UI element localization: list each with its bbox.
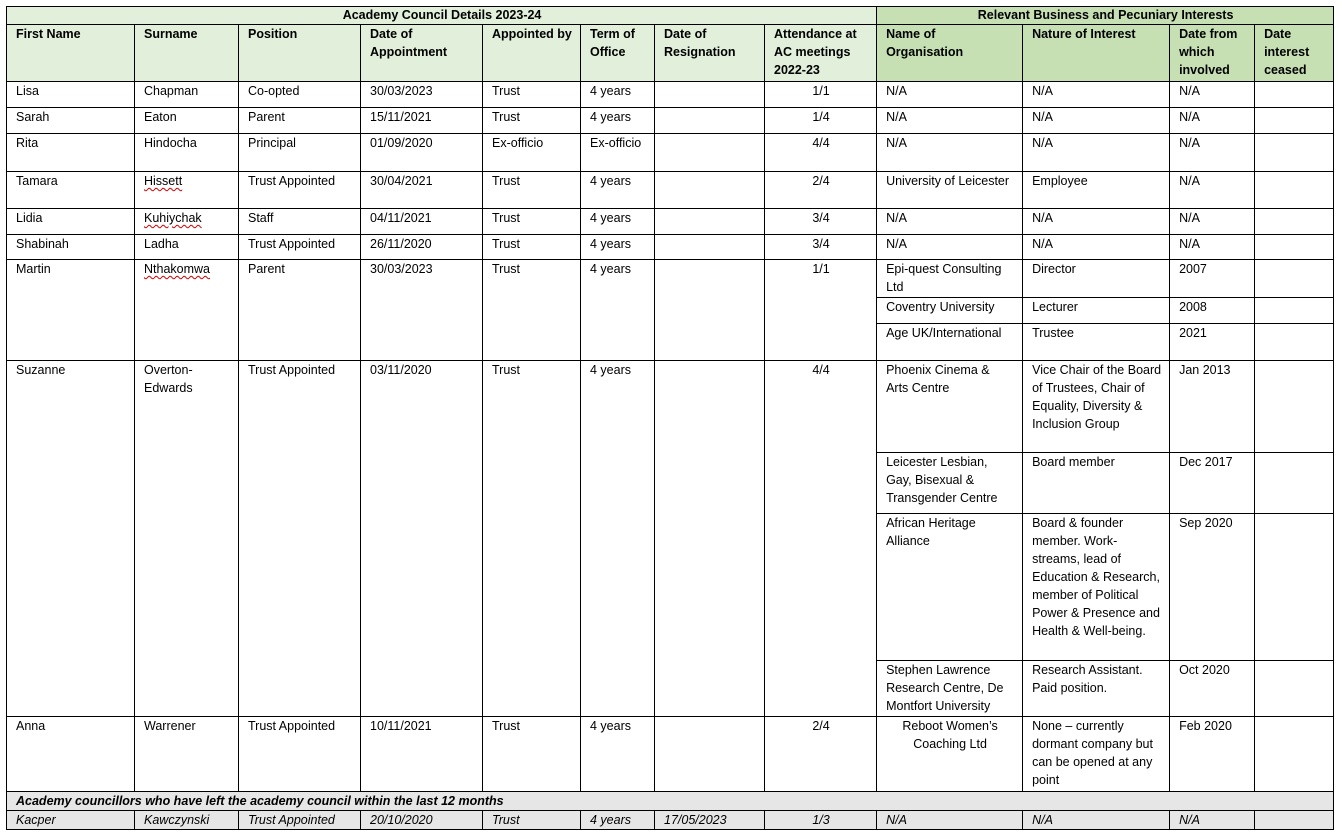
- interest-nature-cell: N/A: [1023, 209, 1170, 235]
- table-row: [7, 717, 1334, 792]
- table-row: [7, 811, 1334, 830]
- col-surname: Surname: [135, 25, 239, 82]
- surname-cell: Kawczynski: [135, 811, 239, 830]
- interest-from-cell: 2007: [1170, 260, 1255, 298]
- first-name-cell: Lisa: [7, 82, 135, 108]
- first-name-cell: Martin: [7, 260, 135, 361]
- position-cell: Trust Appointed: [239, 361, 361, 717]
- interest-ceased-cell: [1255, 235, 1334, 260]
- interest-ceased-cell: [1255, 298, 1334, 324]
- appointment-date-cell: 04/11/2021: [361, 209, 483, 235]
- interest-from-cell: 2021: [1170, 324, 1255, 361]
- organisation-cell: Stephen Lawrence Research Centre, De Montfort University: [877, 661, 1023, 717]
- first-name-cell: Suzanne: [7, 361, 135, 717]
- position-cell: Parent: [239, 108, 361, 134]
- interest-ceased-cell: [1255, 209, 1334, 235]
- interest-nature-cell: Board & founder member. Work-streams, lead of Education & Research, member of Political Power & Presence and Health & Well-being.: [1023, 514, 1170, 661]
- term-cell: 4 years: [581, 811, 655, 830]
- interest-nature-cell: Employee: [1023, 172, 1170, 209]
- interest-nature-cell: N/A: [1023, 235, 1170, 260]
- resignation-date-cell: [655, 108, 765, 134]
- attendance-cell: 2/4: [765, 717, 877, 792]
- position-cell: Trust Appointed: [239, 172, 361, 209]
- table-row: [7, 235, 1334, 260]
- interest-ceased-cell: [1255, 453, 1334, 514]
- term-cell: 4 years: [581, 235, 655, 260]
- surname-cell: [135, 82, 239, 108]
- term-cell: 4 years: [581, 172, 655, 209]
- organisation-cell: Epi-quest Consulting Ltd: [877, 260, 1023, 298]
- interest-nature-cell: Board member: [1023, 453, 1170, 514]
- first-name-cell: Lidia: [7, 209, 135, 235]
- col-name-of-organisation: Name of Organisation: [877, 25, 1023, 82]
- appointed-by-cell: Trust: [483, 717, 581, 792]
- interest-from-cell: N/A: [1170, 108, 1255, 134]
- table-row: [7, 134, 1334, 172]
- col-date-from: Date from which involved: [1170, 25, 1255, 82]
- resignation-date-cell: [655, 260, 765, 361]
- col-first-name: First Name: [7, 25, 135, 82]
- surname-cell: [135, 209, 239, 235]
- surname-cell: [135, 172, 239, 209]
- interest-ceased-cell: [1255, 361, 1334, 453]
- interest-nature-cell: None – currently dormant company but can be opened at any point: [1023, 717, 1170, 792]
- interest-from-cell: Feb 2020: [1170, 717, 1255, 792]
- surname-cell: [135, 108, 239, 134]
- interest-from-cell: N/A: [1170, 811, 1255, 830]
- appointment-date-cell: 01/09/2020: [361, 134, 483, 172]
- term-cell: 4 years: [581, 361, 655, 717]
- organisation-cell: Coventry University: [877, 298, 1023, 324]
- interest-from-cell: N/A: [1170, 82, 1255, 108]
- term-cell: 4 years: [581, 209, 655, 235]
- interests-section-header: Relevant Business and Pecuniary Interests: [877, 7, 1334, 25]
- interest-nature-cell: Research Assistant. Paid position.: [1023, 661, 1170, 717]
- position-cell: Trust Appointed: [239, 811, 361, 830]
- appointment-date-cell: 10/11/2021: [361, 717, 483, 792]
- interest-ceased-cell: [1255, 172, 1334, 209]
- position-cell: Parent: [239, 260, 361, 361]
- appointment-date-cell: 20/10/2020: [361, 811, 483, 830]
- interest-nature-cell: Trustee: [1023, 324, 1170, 361]
- table-row: [7, 82, 1334, 108]
- appointment-date-cell: 30/04/2021: [361, 172, 483, 209]
- term-cell: 4 years: [581, 108, 655, 134]
- interest-ceased-cell: [1255, 661, 1334, 717]
- first-name-cell: Anna: [7, 717, 135, 792]
- organisation-cell: N/A: [877, 209, 1023, 235]
- interest-ceased-cell: [1255, 134, 1334, 172]
- first-name-cell: Kacper: [7, 811, 135, 830]
- appointed-by-cell: Trust: [483, 172, 581, 209]
- interest-ceased-cell: [1255, 514, 1334, 661]
- attendance-cell: 1/3: [765, 811, 877, 830]
- interest-nature-cell: Director: [1023, 260, 1170, 298]
- interest-from-cell: Oct 2020: [1170, 661, 1255, 717]
- left-members-body: [7, 792, 1334, 830]
- surname-text: Warrener: [144, 719, 196, 733]
- col-appointed-by: Appointed by: [483, 25, 581, 82]
- surname-text: Eaton: [144, 110, 177, 124]
- organisation-cell: N/A: [877, 235, 1023, 260]
- appointed-by-cell: Trust: [483, 260, 581, 361]
- resignation-date-cell: [655, 717, 765, 792]
- appointed-by-cell: Ex-officio: [483, 134, 581, 172]
- attendance-cell: 1/1: [765, 260, 877, 361]
- attendance-cell: 1/4: [765, 108, 877, 134]
- surname-cell: [135, 717, 239, 792]
- surname-cell: [135, 260, 239, 361]
- attendance-cell: 4/4: [765, 361, 877, 717]
- surname-cell: [135, 235, 239, 260]
- table-row: [7, 209, 1334, 235]
- col-position: Position: [239, 25, 361, 82]
- position-cell: Co-opted: [239, 82, 361, 108]
- first-name-cell: Sarah: [7, 108, 135, 134]
- surname-cell: [135, 134, 239, 172]
- col-date-of-resignation: Date of Resignation: [655, 25, 765, 82]
- attendance-cell: 4/4: [765, 134, 877, 172]
- first-name-cell: Rita: [7, 134, 135, 172]
- academy-council-table: [6, 6, 1334, 830]
- interest-nature-cell: N/A: [1023, 108, 1170, 134]
- organisation-cell: Leicester Lesbian, Gay, Bisexual & Transgender Centre: [877, 453, 1023, 514]
- interest-from-cell: N/A: [1170, 209, 1255, 235]
- organisation-cell: Age UK/International: [877, 324, 1023, 361]
- term-cell: 4 years: [581, 82, 655, 108]
- appointment-date-cell: 30/03/2023: [361, 82, 483, 108]
- col-term-of-office: Term of Office: [581, 25, 655, 82]
- appointed-by-cell: Trust: [483, 235, 581, 260]
- resignation-date-cell: [655, 134, 765, 172]
- appointment-date-cell: 26/11/2020: [361, 235, 483, 260]
- appointed-by-cell: Trust: [483, 361, 581, 717]
- attendance-cell: 3/4: [765, 209, 877, 235]
- organisation-cell: African Heritage Alliance: [877, 514, 1023, 661]
- table-row: [7, 361, 1334, 453]
- interest-from-cell: 2008: [1170, 298, 1255, 324]
- surname-text: Kuhiychak: [144, 211, 202, 225]
- interest-from-cell: Sep 2020: [1170, 514, 1255, 661]
- interest-nature-cell: N/A: [1023, 134, 1170, 172]
- interest-ceased-cell: [1255, 811, 1334, 830]
- interest-nature-cell: N/A: [1023, 811, 1170, 830]
- interest-from-cell: N/A: [1170, 134, 1255, 172]
- position-cell: Staff: [239, 209, 361, 235]
- term-cell: 4 years: [581, 260, 655, 361]
- col-nature-of-interest: Nature of Interest: [1023, 25, 1170, 82]
- surname-cell: [135, 361, 239, 717]
- organisation-cell: Reboot Women’s Coaching Ltd: [877, 717, 1023, 792]
- table-row: [7, 108, 1334, 134]
- members-body: [7, 82, 1334, 792]
- first-name-cell: Tamara: [7, 172, 135, 209]
- organisation-cell: N/A: [877, 811, 1023, 830]
- attendance-cell: 1/1: [765, 82, 877, 108]
- interest-from-cell: Dec 2017: [1170, 453, 1255, 514]
- attendance-cell: 3/4: [765, 235, 877, 260]
- organisation-cell: University of Leicester: [877, 172, 1023, 209]
- col-attendance: Attendance at AC meetings 2022-23: [765, 25, 877, 82]
- table-row: [7, 172, 1334, 209]
- first-name-cell: Shabinah: [7, 235, 135, 260]
- organisation-cell: N/A: [877, 82, 1023, 108]
- resignation-date-cell: [655, 235, 765, 260]
- surname-text: Nthakomwa: [144, 262, 210, 276]
- interest-from-cell: N/A: [1170, 172, 1255, 209]
- position-cell: Principal: [239, 134, 361, 172]
- position-cell: Trust Appointed: [239, 717, 361, 792]
- resignation-date-cell: [655, 82, 765, 108]
- appointed-by-cell: Trust: [483, 82, 581, 108]
- table-row: [7, 260, 1334, 298]
- surname-text: Overton-Edwards: [144, 363, 193, 395]
- organisation-cell: N/A: [877, 134, 1023, 172]
- term-cell: Ex-officio: [581, 134, 655, 172]
- position-cell: Trust Appointed: [239, 235, 361, 260]
- appointed-by-cell: Trust: [483, 811, 581, 830]
- appointed-by-cell: Trust: [483, 209, 581, 235]
- organisation-cell: N/A: [877, 108, 1023, 134]
- organisation-cell: Phoenix Cinema & Arts Centre: [877, 361, 1023, 453]
- interest-nature-cell: Lecturer: [1023, 298, 1170, 324]
- surname-text: Hindocha: [144, 136, 197, 150]
- interest-nature-cell: Vice Chair of the Board of Trustees, Chair of Equality, Diversity & Inclusion Group: [1023, 361, 1170, 453]
- resignation-date-cell: [655, 209, 765, 235]
- interest-ceased-cell: [1255, 108, 1334, 134]
- resignation-date-cell: [655, 172, 765, 209]
- col-date-of-appointment: Date of Appointment: [361, 25, 483, 82]
- academy-section-header: Academy Council Details 2023-24: [7, 7, 877, 25]
- resignation-date-cell: [655, 361, 765, 717]
- interest-from-cell: Jan 2013: [1170, 361, 1255, 453]
- appointed-by-cell: Trust: [483, 108, 581, 134]
- appointment-date-cell: 15/11/2021: [361, 108, 483, 134]
- surname-text: Ladha: [144, 237, 179, 251]
- appointment-date-cell: 30/03/2023: [361, 260, 483, 361]
- term-cell: 4 years: [581, 717, 655, 792]
- interest-nature-cell: N/A: [1023, 82, 1170, 108]
- col-date-ceased: Date interest ceased: [1255, 25, 1334, 82]
- interest-ceased-cell: [1255, 717, 1334, 792]
- interest-ceased-cell: [1255, 82, 1334, 108]
- appointment-date-cell: 03/11/2020: [361, 361, 483, 717]
- attendance-cell: 2/4: [765, 172, 877, 209]
- interest-from-cell: N/A: [1170, 235, 1255, 260]
- resignation-date-cell: 17/05/2023: [655, 811, 765, 830]
- left-section-title: Academy councillors who have left the academy council within the last 12 months: [7, 792, 1334, 811]
- surname-text: Chapman: [144, 84, 199, 98]
- surname-text: Hissett: [144, 174, 183, 188]
- interest-ceased-cell: [1255, 260, 1334, 298]
- interest-ceased-cell: [1255, 324, 1334, 361]
